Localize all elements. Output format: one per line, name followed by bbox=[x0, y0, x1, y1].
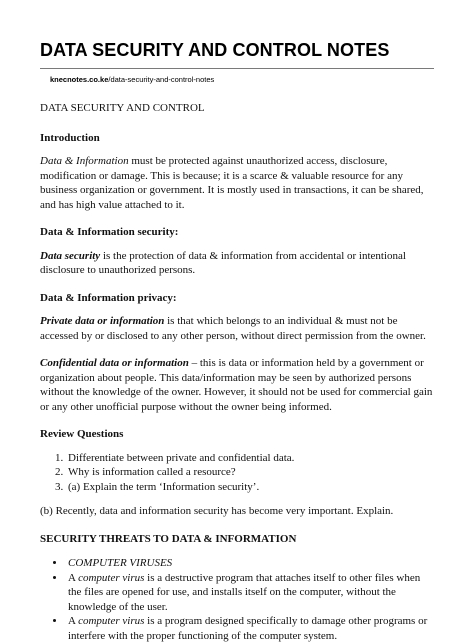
threats-heading: SECURITY THREATS TO DATA & INFORMATION bbox=[40, 532, 297, 545]
threats-list bbox=[40, 556, 434, 643]
source-url[interactable] bbox=[50, 75, 434, 84]
source-path: /data-security-and-control-notes bbox=[108, 75, 215, 84]
private-term: Private data or information bbox=[40, 315, 165, 327]
main-heading: DATA SECURITY AND CONTROL bbox=[40, 102, 205, 114]
virus-title: COMPUTER VIRUSES bbox=[68, 557, 173, 569]
title-divider bbox=[40, 68, 434, 69]
security-term: Data security bbox=[40, 249, 101, 262]
b1-text: is a destructive program that attaches itself to other files when the files are opened for use, and installs itself on the computer, without the knowledge of the user. bbox=[68, 571, 421, 613]
intro-paragraph bbox=[40, 154, 434, 212]
document-body bbox=[40, 101, 434, 643]
b2-text: is a program designed specifically to damage other programs or interfere with the proper functioning of the computer system. bbox=[68, 615, 428, 642]
intro-lead: Data & Information bbox=[40, 155, 129, 167]
threat-bullet-2 bbox=[66, 614, 434, 643]
security-paragraph bbox=[40, 249, 434, 278]
b2-prefix: A bbox=[68, 615, 79, 627]
b1-term: computer virus bbox=[78, 571, 145, 584]
document-title: DATA SECURITY AND CONTROL NOTES bbox=[40, 40, 390, 60]
review-item-3: 3. (a) Explain the term ‘Information security’. bbox=[66, 480, 434, 495]
confidential-term: Confidential data or information bbox=[40, 357, 189, 369]
review-list bbox=[40, 451, 434, 495]
confidential-text: – this is data or information held by a government or organization about people. This data/information may be seen by authorized persons without the knowledge of the owner. However, it should not be used for commercial gain or any other unofficial purpose without the owner being informed. bbox=[40, 357, 433, 413]
intro-heading: Introduction bbox=[40, 131, 100, 144]
b2-term: computer virus bbox=[78, 615, 145, 627]
security-text: is the protection of data & information from accidental or intentional disclosure to unauthorized persons. bbox=[40, 249, 406, 276]
private-text: is that which belongs to an individual & must not be accessed by or disclosed to any other person, without direct permission from the owner. bbox=[40, 315, 426, 342]
security-heading: Data & Information security: bbox=[40, 226, 179, 238]
b1-prefix: A bbox=[68, 571, 79, 584]
private-paragraph bbox=[40, 314, 434, 343]
privacy-heading: Data & Information privacy: bbox=[40, 291, 177, 304]
threat-bullet-1 bbox=[66, 571, 434, 615]
review-item-2: 2. Why is information called a resource? bbox=[66, 465, 434, 480]
review-heading: Review Questions bbox=[40, 428, 124, 440]
review-extra: (b) Recently, data and information security has become very important. Explain. bbox=[40, 505, 394, 517]
threat-bullet-title bbox=[66, 556, 434, 571]
intro-text: must be protected against unauthorized access, disclosure, modification or damage. This is because; it is a scarce & valuable resource for any business organization or government. It is mostly used in transactions, it can be shared, and has high value attached to it. bbox=[40, 155, 424, 211]
review-item-1: 1. Differentiate between private and confidential data. bbox=[66, 451, 434, 466]
source-domain: knecnotes.co.ke bbox=[50, 75, 109, 84]
confidential-paragraph bbox=[40, 356, 434, 414]
